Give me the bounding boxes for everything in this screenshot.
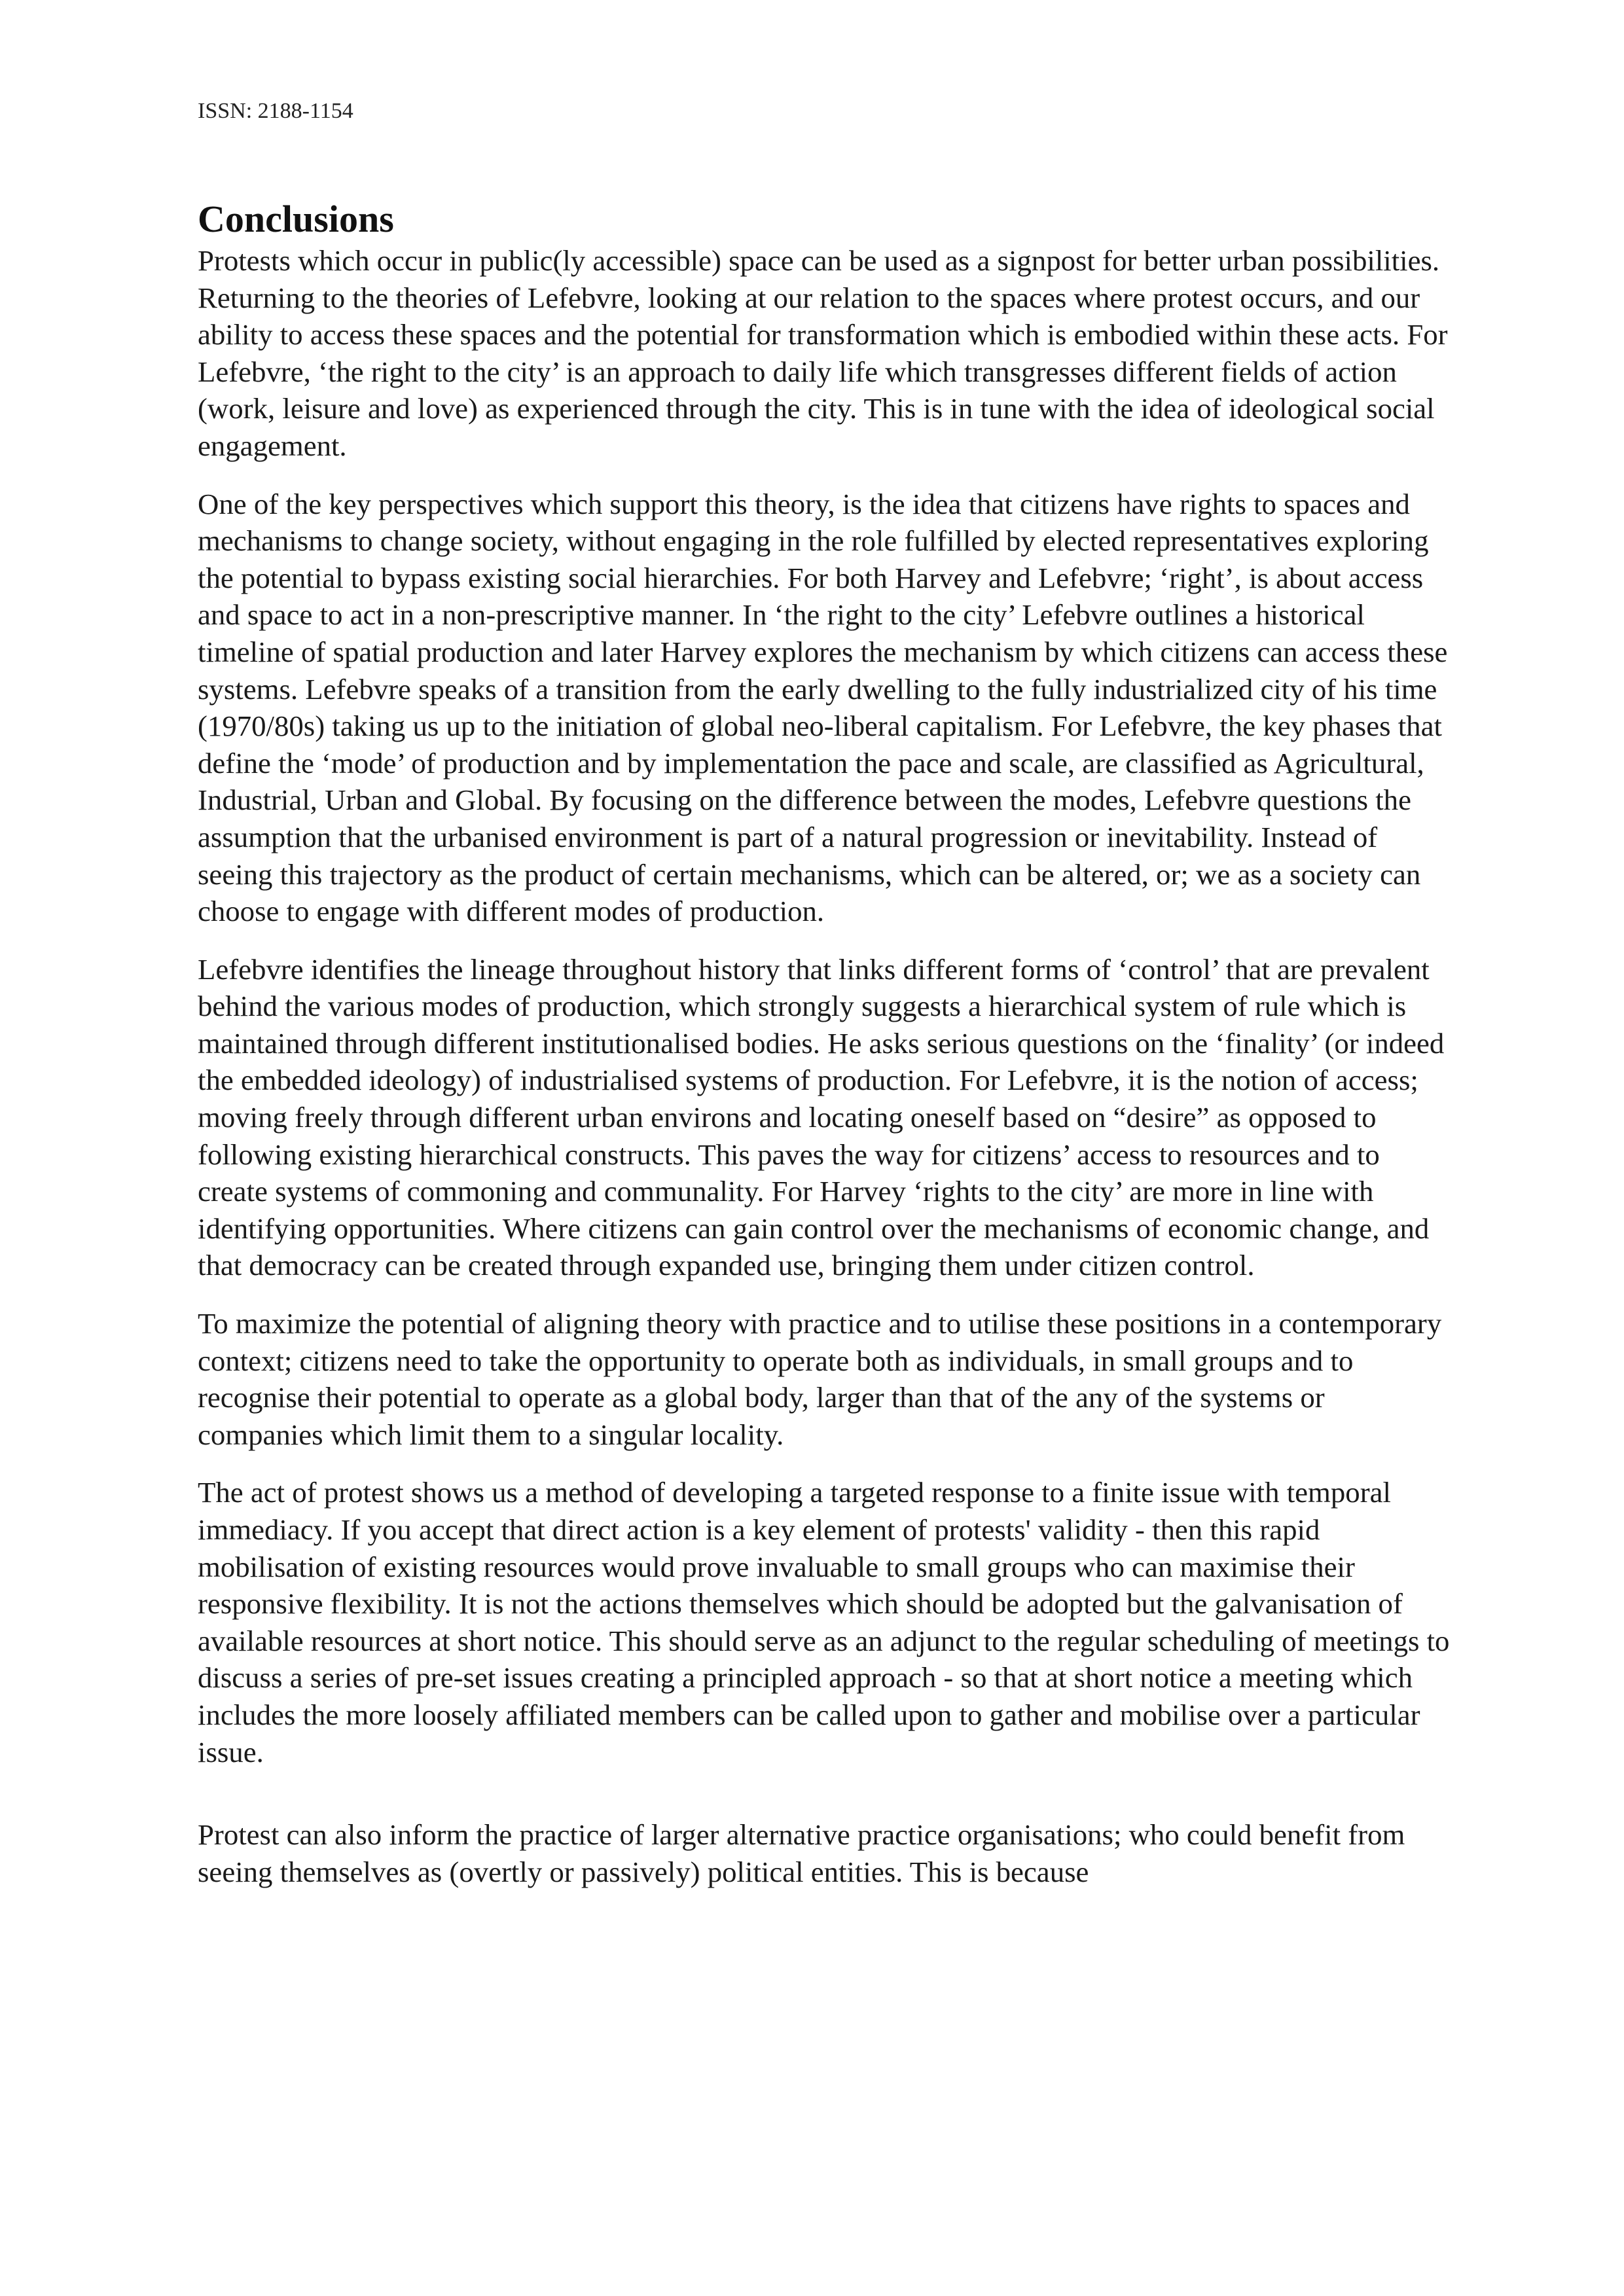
paragraph-2: One of the key perspectives which support this theory, is the idea that citizens have rights to spaces and mechanisms to change society, without engaging in the role fulfilled by elected representatives exploring the potential to bypass existing social hierarchies. For both Harvey and Lefebvre; ‘right’, is about access and space to act in a non-prescriptive manner. In ‘the right to the city’ Lefebvre outlines a historical timeline of spatial production and later Harvey explores the mechanism by which citizens can access these systems. Lefebvre speaks of a transition from the early dwelling to the fully industrialized city of his time (1970/80s) taking us up to the initiation of global neo-liberal capitalism. For Lefebvre, the key phases that define the ‘mode’ of production and by implementation the pace and scale, are classified as Agricultural, Industrial, Urban and Global. By focusing on the difference between the modes, Lefebvre questions the assumption that the urbanised environment is part of a natural progression or inevitability. Instead of seeing this trajectory as the product of certain mechanisms, which can be altered, or; we as a society can choose to engage with different modes of production. bbox=[198, 487, 1448, 928]
main-content bbox=[198, 196, 1454, 1911]
paragraph-4: To maximize the potential of aligning theory with practice and to utilise these positions in a contemporary context; citizens need to take the opportunity to operate both as individuals, in small groups and to recognise their potential to operate as a global body, larger than that of the any of the systems or companies which limit them to a singular locality. bbox=[198, 1307, 1442, 1451]
paragraph-6: Protest can also inform the practice of larger alternative practice organisations; who could benefit from seeing themselves as (overtly or passively) political entities. This is because bbox=[198, 1818, 1405, 1888]
paragraph-1: Protests which occur in public(ly accessible) space can be used as a signpost for better urban possibilities. Returning to the theories of Lefebvre, looking at our relation to the spaces where protest occurs, and our ability to access these spaces and the potential for transformation which is embodied within these acts. For Lefebvre, ‘the right to the city’ is an approach to daily life which transgresses different fields of action (work, leisure and love) as experienced through the city. This is in tune with the idea of ideological social engagement. bbox=[198, 244, 1448, 462]
section-heading: Conclusions bbox=[198, 198, 394, 240]
paragraph-3: Lefebvre identifies the lineage throughout history that links different forms of ‘control’ that are prevalent behind the various modes of production, which strongly suggests a hierarchical system of rule which is maintained through different institutionalised bodies. He asks serious questions on the ‘finality’ (or indeed the embedded ideology) of industrialised systems of production. For Lefebvre, it is the notion of access; moving freely through different urban environs and locating oneself based on “desire” as opposed to following existing hierarchical constructs. This paves the way for citizens’ access to resources and to create systems of commoning and communality. For Harvey ‘rights to the city’ are more in line with identifying opportunities. Where citizens can gain control over the mechanisms of economic change, and that democracy can be created through expanded use, bringing them under citizen control. bbox=[198, 952, 1445, 1282]
issn-header: ISSN: 2188-1154 bbox=[198, 99, 353, 123]
paragraph-5: The act of protest shows us a method of developing a targeted response to a finite issue with temporal immediacy. If you accept that direct action is a key element of protests' validity - then this rapid mobilisation of existing resources would prove invaluable to small groups who can maximise their responsive flexibility. It is not the actions themselves which should be adopted but the galvanisation of available resources at short notice. This should serve as an adjunct to the regular scheduling of meetings to discuss a series of pre-set issues creating a principled approach - so that at short notice a meeting which includes the more loosely affiliated members can be called upon to gather and mobilise over a particular issue. bbox=[198, 1476, 1450, 1768]
